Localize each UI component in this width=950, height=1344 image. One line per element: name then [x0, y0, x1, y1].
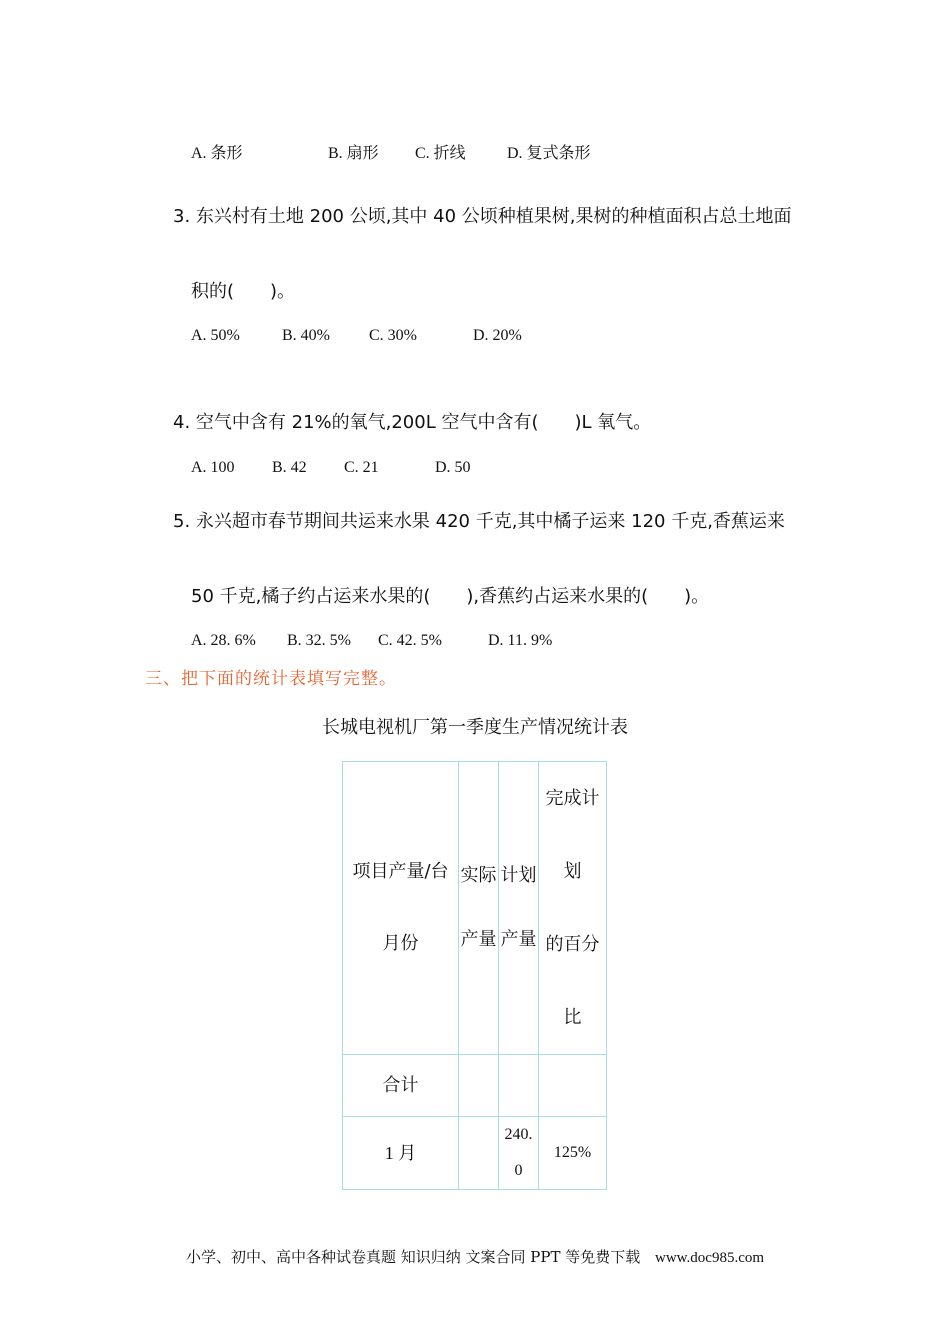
q4-option-c: C. 21: [344, 459, 379, 476]
header-item-month: [343, 762, 459, 1055]
row-plan-line1: 240.: [504, 1126, 533, 1143]
row-actual: [459, 1055, 499, 1117]
row-plan: [499, 1055, 539, 1117]
page-footer: [0, 1246, 950, 1267]
header-actual-line1: 实际: [460, 865, 497, 886]
row-percent: 125%: [539, 1117, 607, 1190]
row-plan-line2: 0: [514, 1162, 523, 1179]
q2-option-b: B. 扇形: [328, 145, 379, 162]
header-actual: [459, 762, 499, 1055]
q3-stem-line2: 积的( )。: [191, 281, 296, 302]
header-month-label: 月份: [382, 933, 419, 954]
header-percent-line1: 完成计: [545, 788, 600, 809]
q5-option-a: A. 28. 6%: [191, 632, 256, 649]
q3-option-d: D. 20%: [473, 327, 522, 344]
q4-stem: 4. 空气中含有 21%的氧气,200L 空气中含有( )L 氧气。: [173, 412, 652, 433]
table-row: [343, 1117, 607, 1190]
q4-option-d: D. 50: [435, 459, 471, 476]
q5-option-b: B. 32. 5%: [287, 632, 351, 649]
table-title: 长城电视机厂第一季度生产情况统计表: [322, 717, 628, 738]
section-3-heading: 三、把下面的统计表填写完整。: [145, 669, 397, 689]
footer-text: 小学、初中、高中各种试卷真题 知识归纳 文案合同 PPT 等免费下载: [185, 1248, 641, 1266]
header-percent-line3: 的百分: [545, 934, 600, 955]
q5-option-c: C. 42. 5%: [378, 632, 442, 649]
header-percent-line2: 划: [563, 861, 582, 882]
header-percent-line4: 比: [563, 1007, 582, 1028]
row-percent: [539, 1055, 607, 1117]
footer-url[interactable]: www.doc985.com: [655, 1250, 765, 1266]
header-plan-line1: 计划: [500, 865, 537, 886]
q5-stem-line1: 5. 永兴超市春节期间共运来水果 420 千克,其中橘子运来 120 千克,香蕉运来: [173, 511, 785, 532]
row-plan: [499, 1117, 539, 1190]
q3-option-a: A. 50%: [191, 327, 240, 344]
header-plan: [499, 762, 539, 1055]
q5-option-d: D. 11. 9%: [488, 632, 553, 649]
q3-stem-line1: 3. 东兴村有土地 200 公顷,其中 40 公顷种植果树,果树的种植面积占总土地面: [173, 206, 792, 227]
q4-option-b: B. 42: [272, 459, 307, 476]
q2-option-d: D. 复式条形: [507, 145, 591, 162]
row-month: 合计: [343, 1055, 459, 1117]
header-item-label: 项目产量/台: [352, 861, 449, 882]
q5-stem-line2: 50 千克,橘子约占运来水果的( ),香蕉约占运来水果的( )。: [191, 586, 710, 607]
q3-option-b: B. 40%: [282, 327, 330, 344]
table-header-row: [343, 762, 607, 1055]
header-completion-percent: [539, 762, 607, 1055]
q2-option-a: A. 条形: [191, 145, 243, 162]
statistics-table: [342, 761, 607, 1190]
table-row: [343, 1055, 607, 1117]
header-plan-line2: 产量: [500, 929, 537, 950]
q3-option-c: C. 30%: [369, 327, 417, 344]
row-actual: [459, 1117, 499, 1190]
header-actual-line2: 产量: [460, 929, 497, 950]
row-month: 1 月: [343, 1117, 459, 1190]
q4-option-a: A. 100: [191, 459, 235, 476]
q2-option-c: C. 折线: [415, 145, 466, 162]
